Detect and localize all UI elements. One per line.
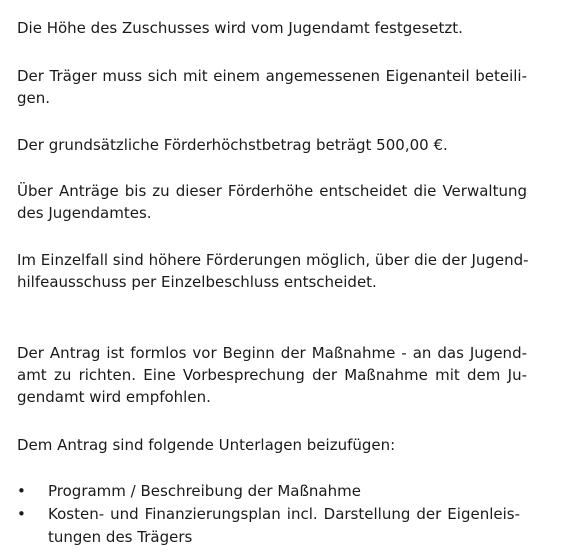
paragraph-amount [17,17,527,39]
text-line: Im Einzelfall sind höhere Förderungen möglich, über die der Jugend- [17,251,529,269]
text-line: Der grundsätzliche Förderhöchstbetrag beträgt 500,00 €. [17,136,448,154]
paragraph-application [17,342,527,408]
paragraph-administration-decision [17,180,527,224]
text-line: des Jugendamtes. [17,204,152,222]
text-line: Dem Antrag sind folgende Unterlagen beizufügen: [17,436,396,454]
bullet-icon: • [17,505,26,523]
text-line: Die Höhe des Zuschusses wird vom Jugendamt festgesetzt. [17,19,463,37]
list-item-text [48,503,520,549]
text-line: Kosten- und Finanzierungsplan incl. Darstellung der Eigenleis- [48,505,520,523]
text-line: hilfeausschuss per Einzelbeschluss entscheidet. [17,273,377,291]
paragraph-own-contribution [17,65,527,109]
paragraph-committee-decision [17,249,527,293]
text-line: Programm / Beschreibung der Maßnahme [48,482,361,500]
text-line: tungen des Trägers [48,528,193,546]
text-line: Über Anträge bis zu dieser Förderhöhe entscheidet die Verwaltung [17,182,527,200]
paragraph-max-funding [17,134,527,156]
text-line: Der Träger muss sich mit einem angemessenen Eigenanteil beteili- [17,67,527,85]
list-item-text [48,480,520,503]
text-line: gen. [17,89,51,107]
text-line: amt zu richten. Eine Vorbesprechung der Maßnahme mit dem Ju- [17,366,527,384]
text-line: Der Antrag ist formlos vor Beginn der Maßnahme - an das Jugend- [17,344,527,362]
bullet-icon: • [17,482,26,500]
paragraph-attachments-intro [17,434,527,456]
text-line: gendamt wird empfohlen. [17,388,211,406]
